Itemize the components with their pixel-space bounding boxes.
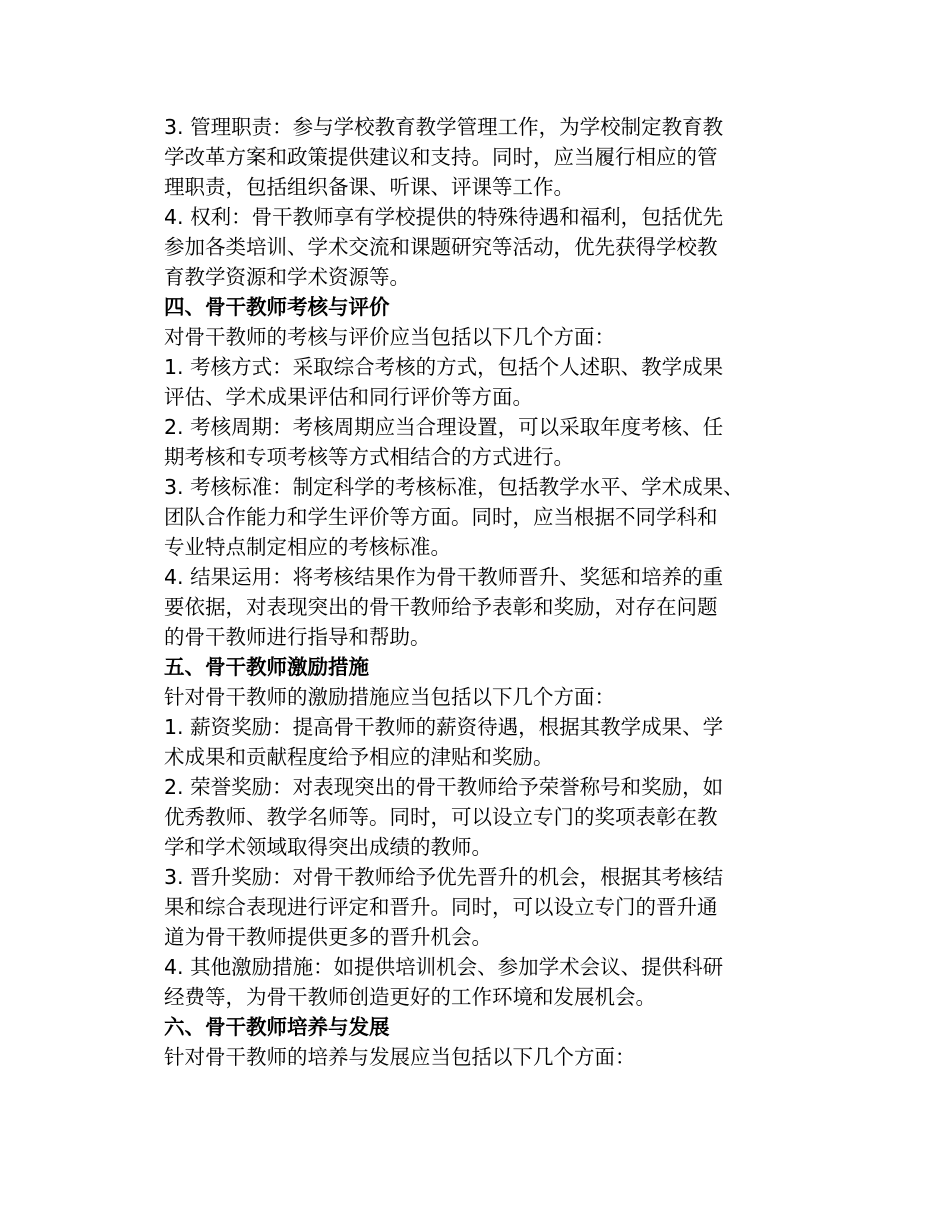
body-text-line: 学和学术领域取得突出成绩的教师。	[164, 835, 492, 859]
body-text-line: 果和综合表现进行评定和晋升。同时，可以设立专门的晋升通	[164, 895, 718, 919]
body-text-line: 针对骨干教师的激励措施应当包括以下几个方面：	[164, 685, 615, 709]
body-text-line: 要依据，对表现突出的骨干教师给予表彰和奖励，对存在问题	[164, 595, 718, 619]
body-text-line: 优秀教师、教学名师等。同时，可以设立专门的奖项表彰在教	[164, 805, 718, 829]
body-text-line: 针对骨干教师的培养与发展应当包括以下几个方面：	[164, 1045, 636, 1069]
body-text-line: 对骨干教师的考核与评价应当包括以下几个方面：	[164, 325, 615, 349]
body-text-line: 理职责，包括组织备课、听课、评课等工作。	[164, 175, 574, 199]
body-text-line: 的骨干教师进行指导和帮助。	[164, 625, 431, 649]
body-text-line: 期考核和专项考核等方式相结合的方式进行。	[164, 445, 574, 469]
body-text-line: 专业特点制定相应的考核标准。	[164, 535, 451, 559]
body-text-line: 3. 考核标准：制定科学的考核标准，包括教学水平、学术成果、	[164, 475, 744, 499]
body-text-line: 参加各类培训、学术交流和课题研究等活动，优先获得学校教	[164, 235, 718, 259]
body-text-line: 2. 荣誉奖励：对表现突出的骨干教师给予荣誉称号和奖励，如	[164, 775, 724, 799]
body-text-line: 2. 考核周期：考核周期应当合理设置，可以采取年度考核、任	[164, 415, 724, 439]
section-heading: 六、骨干教师培养与发展	[164, 1015, 390, 1039]
body-text-line: 术成果和贡献程度给予相应的津贴和奖励。	[164, 745, 554, 769]
body-text-line: 3. 晋升奖励：对骨干教师给予优先晋升的机会，根据其考核结	[164, 865, 724, 889]
body-text-line: 评估、学术成果评估和同行评价等方面。	[164, 385, 533, 409]
body-text-line: 道为骨干教师提供更多的晋升机会。	[164, 925, 492, 949]
body-text-line: 4. 其他激励措施：如提供培训机会、参加学术会议、提供科研	[164, 955, 724, 979]
body-text-line: 1. 考核方式：采取综合考核的方式，包括个人述职、教学成果	[164, 355, 724, 379]
body-text-line: 团队合作能力和学生评价等方面。同时，应当根据不同学科和	[164, 505, 718, 529]
body-text-line: 4. 结果运用：将考核结果作为骨干教师晋升、奖惩和培养的重	[164, 565, 724, 589]
body-text-line: 经费等，为骨干教师创造更好的工作环境和发展机会。	[164, 985, 656, 1009]
document-page	[164, 112, 790, 1072]
section-heading: 四、骨干教师考核与评价	[164, 295, 390, 319]
body-text-line: 1. 薪资奖励：提高骨干教师的薪资待遇，根据其教学成果、学	[164, 715, 724, 739]
section-heading: 五、骨干教师激励措施	[164, 655, 369, 679]
body-text-line: 4. 权利：骨干教师享有学校提供的特殊待遇和福利，包括优先	[164, 205, 724, 229]
body-text-line: 学改革方案和政策提供建议和支持。同时，应当履行相应的管	[164, 145, 718, 169]
body-text-line: 3. 管理职责：参与学校教育教学管理工作，为学校制定教育教	[164, 115, 724, 139]
body-text-line: 育教学资源和学术资源等。	[164, 265, 410, 289]
